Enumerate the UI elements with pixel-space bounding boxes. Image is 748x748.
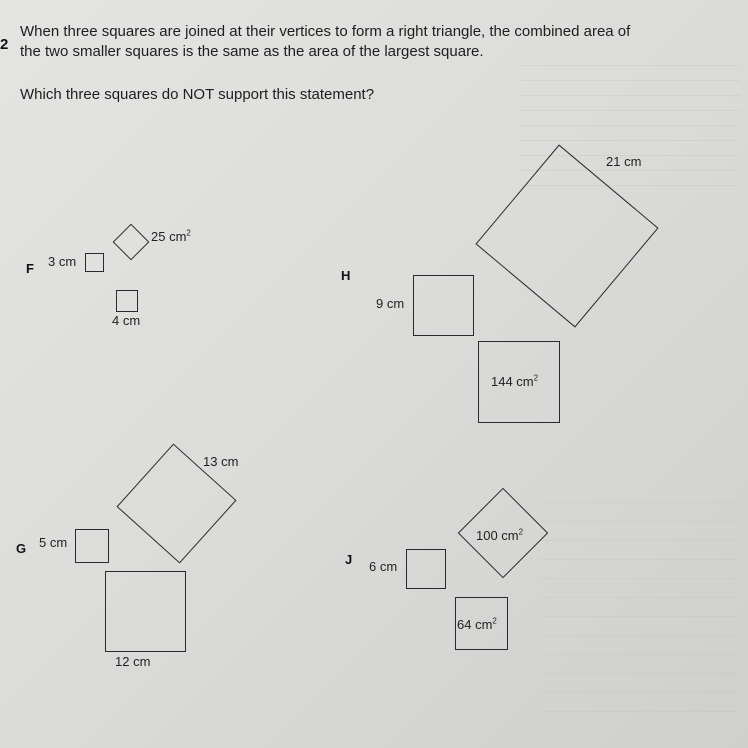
option-h-large-label: 21 cm (606, 154, 642, 169)
option-h-small-square (413, 275, 474, 336)
question-number: 2 (0, 36, 9, 53)
show-through-texture-2 (540, 500, 740, 730)
option-g-large-label: 13 cm (203, 454, 239, 469)
option-h-medium-label: 144 $cm^2$ (491, 373, 539, 389)
option-f-medium-square (116, 290, 138, 312)
option-j-letter: J (345, 552, 353, 567)
option-h-letter: H (341, 268, 351, 283)
option-f-small-square (85, 253, 104, 272)
option-f-medium-label: 4 cm (112, 313, 141, 328)
option-j-large-label: 100 $cm^2$ (476, 527, 524, 543)
option-j-small-label: 6 cm (369, 559, 398, 574)
option-g-medium-square (105, 571, 186, 652)
option-h-small-label: 9 cm (376, 296, 405, 311)
option-g-letter: G (16, 541, 27, 556)
option-g-medium-label: 12 cm (115, 654, 151, 669)
option-f-large-square (113, 224, 150, 261)
option-j-small-square (406, 549, 446, 589)
option-f-large-label: 25 $cm^2$ (151, 228, 191, 244)
question-text-line-2: the two smaller squares is the same as the area of the largest square. (20, 43, 484, 60)
question-prompt: Which three squares do NOT support this statement? (20, 86, 375, 103)
question-text-line-1: When three squares are joined at their vertices to form a right triangle, the combined area of (20, 23, 631, 40)
option-g-small-label: 5 cm (39, 535, 68, 550)
option-f-letter: F (26, 261, 34, 276)
option-g-small-square (75, 529, 109, 563)
option-f-small-label: 3 cm (48, 254, 77, 269)
option-j-medium-label: 64 $cm^2$ (457, 616, 497, 632)
